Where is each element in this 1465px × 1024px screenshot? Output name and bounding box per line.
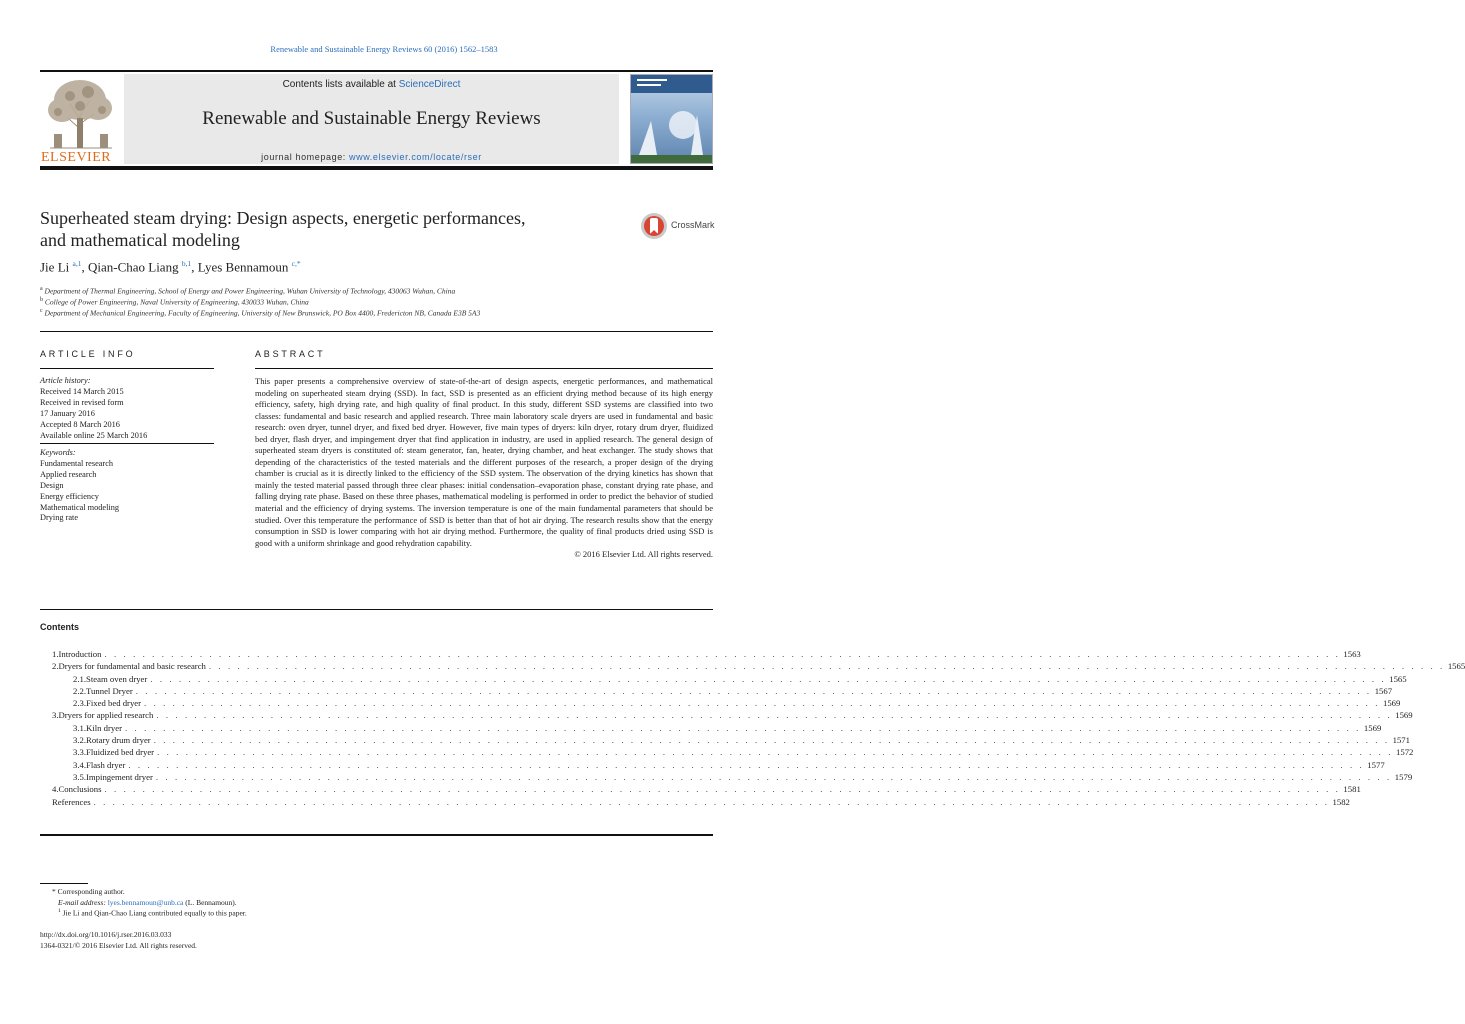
- toc-number: 3.: [52, 710, 59, 721]
- toc-label[interactable]: Introduction: [58, 649, 102, 659]
- toc-entry[interactable]: [40, 685, 1393, 697]
- email-suffix: (L. Bennamoun).: [183, 898, 237, 907]
- toc-leader-dots: . . . . . . . . . . . . . . . . . . . . . . . . . . . . . . . . . . . . . . . . . . . . . . . . . . . . . . . . . . . . . . . . . . . . . . . . . . . . . . . . . . . . . . . . . . . . . . . . . . . . . . . . . . . . . . . . . . . . . . . . . . . . . . . . . .: [157, 747, 1393, 758]
- author-separator: ,: [191, 259, 198, 275]
- affiliation-c-text: Department of Mechanical Engineering, Faculty of Engineering, University of New Brunswick, PO Box 4400, Fredericton NB, Canada E3B 5A3: [44, 308, 481, 318]
- toc-leader-dots: . . . . . . . . . . . . . . . . . . . . . . . . . . . . . . . . . . . . . . . . . . . . . . . . . . . . . . . . . . . . . . . . . . . . . . . . . . . . . . . . . . . . . . . . . . . . . . . . . . . . . . . . . . . . . . . . . . . . . . . . . . . . . . . . . .: [124, 722, 1361, 733]
- affiliation-b: [40, 297, 309, 307]
- toc-entry[interactable]: [40, 648, 1361, 660]
- contents-prefix: Contents lists available at: [282, 79, 399, 90]
- author-1-sup[interactable]: a,1: [72, 259, 82, 268]
- toc-label[interactable]: Conclusions: [58, 784, 102, 795]
- history-entry: Available online 25 March 2016: [40, 430, 148, 440]
- toc-leader-dots: . . . . . . . . . . . . . . . . . . . . . . . . . . . . . . . . . . . . . . . . . . . . . . . . . . . . . . . . . . . . . . . . . . . . . . . . . . . . . . . . . . . . . . . . . . . . . . . . . . . . . . . . . . . . . . . . . . . . . . . . . . . . . . . . . .: [155, 771, 1392, 782]
- abstract-rule: [255, 368, 713, 369]
- toc-entry[interactable]: [40, 771, 1413, 783]
- toc-page-number: 1569: [1395, 710, 1413, 721]
- toc-number: 3.2.: [73, 735, 87, 746]
- toc-page-number: 1567: [1374, 685, 1393, 696]
- toc-number: 2.2.: [73, 685, 87, 696]
- equal-sup: 1: [58, 908, 61, 914]
- toc-page-number: 1565: [1447, 661, 1465, 672]
- article-title: [40, 207, 620, 251]
- keyword: Applied research: [40, 469, 97, 479]
- contents-heading: Contents: [40, 622, 79, 632]
- toc-label[interactable]: Kiln dryer: [86, 722, 122, 733]
- toc-label[interactable]: Impingement dryer: [86, 771, 153, 782]
- toc-leader-dots: . . . . . . . . . . . . . . . . . . . . . . . . . . . . . . . . . . . . . . . . . . . . . . . . . . . . . . . . . . . . . . . . . . . . . . . . . . . . . . . . . . . . . . . . . . . . . . . . . . . . . . . . . . . . . . . . . . . . . . . . . . . . . . . . . .: [156, 710, 1393, 721]
- toc-leader-dots: . . . . . . . . . . . . . . . . . . . . . . . . . . . . . . . . . . . . . . . . . . . . . . . . . . . . . . . . . . . . . . . . . . . . . . . . . . . . . . . . . . . . . . . . . . . . . . . . . . . . . . . . . . . . . . . . . . . . . . . . . . . . . . . . . .: [104, 784, 1341, 795]
- toc-page-number: 1569: [1382, 698, 1401, 709]
- toc-leader-dots: . . . . . . . . . . . . . . . . . . . . . . . . . . . . . . . . . . . . . . . . . . . . . . . . . . . . . . . . . . . . . . . . . . . . . . . . . . . . . . . . . . . . . . . . . . . . . . . . . . . . . . . . . . . . . . . . . . . . . . . . . . . . . . . . . .: [128, 759, 1365, 770]
- toc-leader-dots: . . . . . . . . . . . . . . . . . . . . . . . . . . . . . . . . . . . . . . . . . . . . . . . . . . . . . . . . . . . . . . . . . . . . . . . . . . . . . . . . . . . . . . . . . . . . . . . . . . . . . . . . . . . . . . . . . . . . . . . . . . . . . . . . . .: [144, 698, 1380, 709]
- abstract-text: This paper presents a comprehensive overview of state-of-the-art of design aspects, energetic performances, and mathematical modeling on superheated steam drying (SSD). In fact, SSD is presented as an efficient drying method because of its high energy efficiency, safety, high drying rate, and high quality of final product. In this study, different SSD systems are classified into two classes: fundamental and basic research and applied research. Three main laboratory scale dryers are used in fundamental and basic research: oven dryer, tunnel dryer, and fixed bed dryer. However, five main types of dryers: kiln dryer, rotary drum dryer, fluidized bed dryer, flash dryer, and impingement dryer that find application in industry, are used in applied research. The general design of superheated steam dryers is constituted of: steam generator, fan, heater, drying chamber, and heat exchanger. The study shows that depending of the characteristics of the tested materials and the different purposes of the research, a proper design of the drying chamber is crucial as it is directly linked to the efficiency of the SSD system. The observation of the drying kinetics has shown that mainly the tested material passed through three clear phases: initial condensation–evaporation phase, constant drying rate phase, and falling drying rate phase. Based on these three phases, mathematical modeling is performed in order to predict the behavior of studied material and the efficiency of drying systems. The inversion temperature is one of the main fundamental parameters that should be studied. Over this temperature the performance of SSD is better than that of hot air drying. The research results show that the energy consumption in SSD is lower comparing with hot air drying method. Furthermore, the quality of final products dried using SSD is good with a uniform shrinkage and good rehydration capability.: [255, 376, 713, 548]
- toc-label[interactable]: References: [52, 796, 91, 807]
- article-info-rule: [40, 368, 214, 369]
- toc-number: 2.3.: [73, 698, 87, 709]
- toc-entry[interactable]: [40, 759, 1385, 771]
- keywords: [40, 448, 214, 524]
- toc-number: 3.4.: [73, 759, 87, 770]
- article-title-line-1: Superheated steam drying: Design aspects, energetic performances,: [40, 208, 526, 228]
- toc-label[interactable]: Dryers for applied research: [58, 710, 154, 721]
- crossmark-label: CrossMark: [671, 220, 715, 230]
- affiliation-a-sup: a: [40, 286, 43, 292]
- toc-entry[interactable]: [40, 783, 1361, 795]
- journal-homepage-line: [124, 152, 619, 162]
- toc-entry[interactable]: [40, 697, 1401, 709]
- toc-label[interactable]: Tunnel Dryer: [86, 685, 133, 696]
- toc-number: 3.1.: [73, 722, 87, 733]
- toc-page-number: 1563: [1343, 649, 1361, 659]
- journal-citation[interactable]: Renewable and Sustainable Energy Reviews 60 (2016) 1562–1583: [270, 44, 498, 54]
- toc-entry[interactable]: [40, 722, 1382, 734]
- equal-text: Jie Li and Qian-Chao Liang contributed equally to this paper.: [62, 908, 247, 918]
- elsevier-wordmark: ELSEVIER: [41, 150, 112, 165]
- email-note: [58, 898, 237, 907]
- corresponding-author-note: * Corresponding author.: [52, 887, 125, 896]
- journal-cover-image: [630, 74, 713, 164]
- toc-leader-dots: . . . . . . . . . . . . . . . . . . . . . . . . . . . . . . . . . . . . . . . . . . . . . . . . . . . . . . . . . . . . . . . . . . . . . . . . . . . . . . . . . . . . . . . . . . . . . . . . . . . . . . . . . . . . . . . . . . . . . . . . . . . . . . . . . .: [150, 673, 1387, 684]
- affiliation-rule: [40, 331, 713, 332]
- toc-page-number: 1571: [1392, 735, 1410, 746]
- header-top-rule: [40, 70, 713, 72]
- author-list: [40, 259, 301, 275]
- toc-entry[interactable]: [40, 734, 1410, 746]
- toc-number: 2.1.: [73, 673, 87, 684]
- homepage-link[interactable]: www.elsevier.com/locate/rser: [349, 152, 482, 162]
- toc-entry[interactable]: [40, 673, 1407, 685]
- keywords-label: Keywords:: [40, 448, 76, 457]
- journal-title: Renewable and Sustainable Energy Reviews: [202, 108, 541, 129]
- contents-available-line: [124, 79, 619, 90]
- affiliation-a-text: Department of Thermal Engineering, School of Energy and Power Engineering, Wuhan University of Technology, 430063 Wuhan, China: [44, 286, 456, 296]
- toc-page-number: 1569: [1363, 722, 1382, 733]
- toc-label[interactable]: Flash dryer: [86, 759, 126, 770]
- affiliation-c-sup: c: [40, 308, 43, 314]
- toc-number: 4.: [52, 784, 59, 795]
- toc-leader-dots: . . . . . . . . . . . . . . . . . . . . . . . . . . . . . . . . . . . . . . . . . . . . . . . . . . . . . . . . . . . . . . . . . . . . . . . . . . . . . . . . . . . . . . . . . . . . . . . . . . . . . . . . . . . . . . . . . . . . . . . . . . . . . . . . . .: [135, 685, 1372, 696]
- article-info-heading: ARTICLE INFO: [40, 349, 136, 359]
- toc-label[interactable]: Rotary drum dryer: [86, 735, 151, 746]
- issn-line: 1364-0321/© 2016 Elsevier Ltd. All rights reserved.: [40, 941, 197, 950]
- toc-entry[interactable]: [40, 709, 1413, 721]
- toc-page-number: 1572: [1396, 747, 1414, 758]
- history-rule: [40, 443, 214, 444]
- contents-bottom-rule: [40, 834, 713, 836]
- affiliation-b-sup: b: [40, 297, 43, 303]
- author-3-sup[interactable]: c,*: [291, 259, 301, 268]
- history-entry: Received 14 March 2015: [40, 386, 124, 396]
- toc-label[interactable]: Fixed bed dryer: [86, 698, 142, 709]
- article-title-line-2: and mathematical modeling: [40, 230, 240, 250]
- keyword: Fundamental research: [40, 458, 114, 468]
- abstract-body: [255, 376, 713, 561]
- history-entry: Received in revised form: [40, 397, 124, 407]
- toc-label[interactable]: Steam oven dryer: [86, 673, 148, 684]
- toc-page-number: 1579: [1394, 771, 1413, 782]
- author-2[interactable]: Qian-Chao Liang: [87, 259, 179, 275]
- sciencedirect-link[interactable]: ScienceDirect: [398, 79, 461, 90]
- author-separator: ,: [81, 259, 88, 275]
- toc-entry[interactable]: [40, 746, 1414, 758]
- email-label: E-mail address:: [58, 898, 108, 907]
- toc-page-number: 1577: [1367, 759, 1385, 770]
- history-entry: 17 January 2016: [40, 408, 95, 418]
- keyword: Energy efficiency: [40, 491, 99, 501]
- toc-leader-dots: . . . . . . . . . . . . . . . . . . . . . . . . . . . . . . . . . . . . . . . . . . . . . . . . . . . . . . . . . . . . . . . . . . . . . . . . . . . . . . . . . . . . . . . . . . . . . . . . . . . . . . . . . . . . . . . . . . . . . . . . . . . . . . . . . .: [153, 735, 1390, 746]
- toc-page-number: 1565: [1389, 673, 1407, 684]
- abstract-heading: ABSTRACT: [255, 349, 326, 359]
- author-3[interactable]: Lyes Bennamoun: [197, 259, 289, 275]
- toc-leader-dots: . . . . . . . . . . . . . . . . . . . . . . . . . . . . . . . . . . . . . . . . . . . . . . . . . . . . . . . . . . . . . . . . . . . . . . . . . . . . . . . . . . . . . . . . . . . . . . . . . . . . . . . . . . . . . . . . . . . . . . . . . . . . . . . . . .: [93, 796, 1330, 807]
- toc-page-number: 1582: [1332, 796, 1350, 807]
- toc-number: 1.: [52, 649, 59, 659]
- toc-leader-dots: . . . . . . . . . . . . . . . . . . . . . . . . . . . . . . . . . . . . . . . . . . . . . . . . . . . . . . . . . . . . . . . . . . . . . . . . . . . . . . . . . . . . . . . . . . . . . . . . . . . . . . . . . . . . . . . . . . . . . . . . . . . . . . . . . .: [208, 661, 1445, 672]
- toc-entry[interactable]: [40, 796, 1350, 808]
- toc-number: 3.5.: [73, 771, 87, 782]
- contents-top-rule: [40, 609, 713, 610]
- history-entry: Accepted 8 March 2016: [40, 419, 120, 429]
- toc-number: 2.: [52, 661, 59, 672]
- author-2-sup[interactable]: b,1: [181, 259, 192, 268]
- footnote-rule: [40, 883, 88, 884]
- header-bottom-rule: [40, 166, 713, 170]
- table-of-contents: [40, 648, 1465, 808]
- author-1[interactable]: Jie Li: [40, 259, 70, 275]
- keyword: Design: [40, 480, 64, 490]
- toc-entry[interactable]: [40, 660, 1465, 672]
- toc-label[interactable]: Fluidized bed dryer: [86, 747, 155, 758]
- article-history-label: Article history:: [40, 376, 91, 385]
- toc-leader-dots: . . . . . . . . . . . . . . . . . . . . . . . . . . . . . . . . . . . . . . . . . . . . . . . . . . . . . . . . . . . . . . . . . . . . . . . . . . . . . . . . . . . . . . . . . . . . . . . . . . . . . . . . . . . . . . . . . . . . . . . . . . . . . . . . . .: [104, 649, 1341, 659]
- affiliation-b-text: College of Power Engineering, Naval University of Engineering, 430033 Wuhan, China: [44, 297, 309, 307]
- crossmark-badge[interactable]: [640, 212, 720, 240]
- toc-page-number: 1581: [1343, 784, 1361, 795]
- keyword: Drying rate: [40, 513, 79, 523]
- doi-link[interactable]: http://dx.doi.org/10.1016/j.rser.2016.03.033: [40, 930, 172, 939]
- article-history: [40, 376, 214, 441]
- affiliation-c: [40, 308, 480, 318]
- crossmark-icon: [640, 212, 668, 240]
- abstract-copyright: © 2016 Elsevier Ltd. All rights reserved.: [574, 549, 713, 560]
- toc-label[interactable]: Dryers for fundamental and basic research: [58, 661, 206, 672]
- toc-number: 3.3.: [73, 747, 87, 758]
- email-link[interactable]: lyes.bennamoun@unb.ca: [107, 898, 184, 907]
- affiliation-a: [40, 286, 455, 296]
- keyword: Mathematical modeling: [40, 502, 120, 512]
- equal-contribution-note: [58, 908, 247, 918]
- homepage-prefix: journal homepage:: [261, 152, 349, 162]
